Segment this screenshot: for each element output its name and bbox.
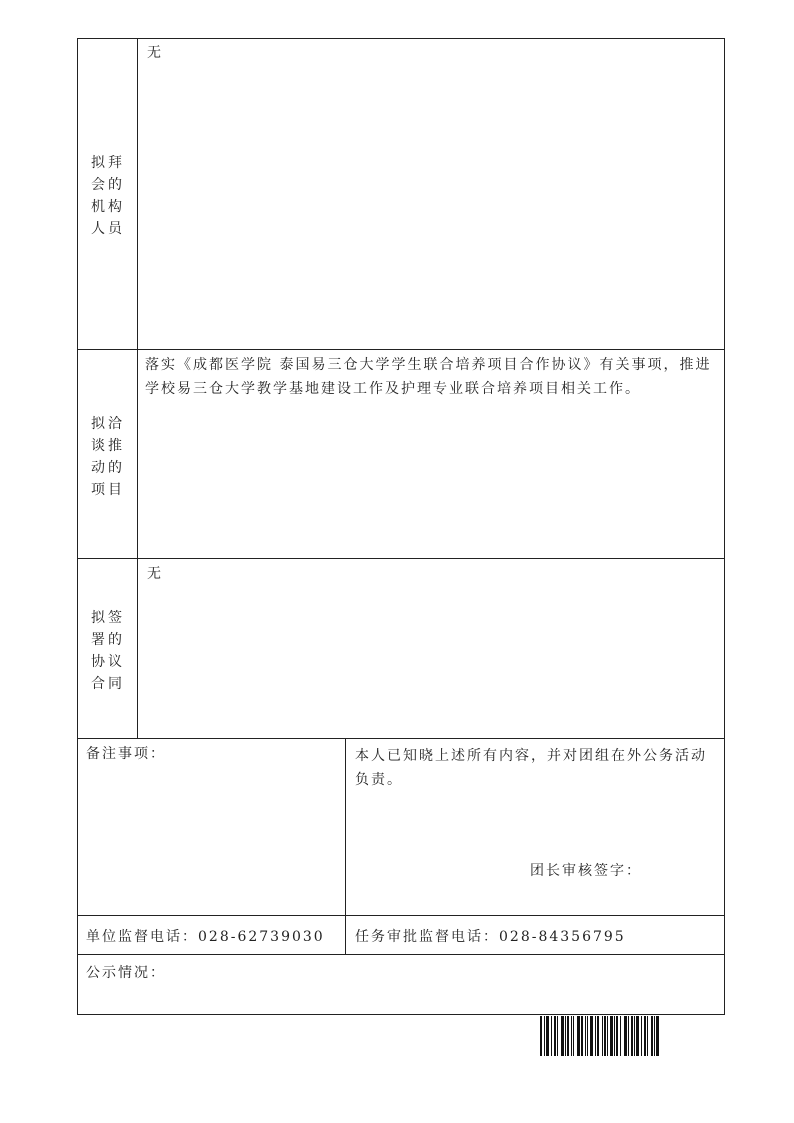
table-line — [77, 738, 725, 739]
table-line — [724, 38, 725, 1015]
projects-content-line: 落实《成都医学院 泰国易三仓大学学生联合培养项目合作协议》有关事项，推进 — [145, 357, 712, 373]
label-line: 合同 — [91, 676, 125, 692]
table-line — [77, 349, 725, 350]
table-line — [77, 558, 725, 559]
table-line — [77, 1014, 725, 1015]
label-line: 人员 — [91, 221, 125, 237]
barcode — [540, 1016, 698, 1056]
label-line: 协议 — [91, 654, 125, 670]
visit-persons-content: 无 — [147, 45, 163, 61]
signature-label: 团长审核签字： — [530, 863, 642, 879]
projects-label — [78, 413, 138, 501]
declaration-line: 本人已知晓上述所有内容，并对团组在外公务活动 — [355, 748, 707, 764]
agreements-label — [78, 607, 138, 695]
label-line: 机构 — [91, 199, 125, 215]
agreements-content: 无 — [147, 566, 163, 582]
label-line: 拟洽 — [91, 416, 125, 432]
label-line: 署的 — [91, 632, 125, 648]
label-line: 拟拜 — [91, 155, 125, 171]
label-line: 项目 — [91, 482, 125, 498]
projects-content-line: 学校易三仓大学教学基地建设工作及护理专业联合培养项目相关工作。 — [145, 381, 641, 397]
table-line — [77, 954, 725, 955]
label-line: 谈推 — [91, 438, 125, 454]
visit-persons-label — [78, 152, 138, 240]
approval-phone: 任务审批监督电话：028-84356795 — [355, 929, 626, 945]
label-line: 会的 — [91, 177, 125, 193]
unit-phone: 单位监督电话：028-62739030 — [86, 929, 325, 945]
publicity-label: 公示情况： — [86, 965, 166, 981]
remarks-label: 备注事项： — [86, 746, 166, 762]
label-line: 拟签 — [91, 610, 125, 626]
table-line — [345, 738, 346, 955]
table-line — [77, 38, 725, 39]
declaration-line: 负责。 — [355, 772, 403, 788]
table-line — [77, 915, 725, 916]
label-line: 动的 — [91, 460, 125, 476]
